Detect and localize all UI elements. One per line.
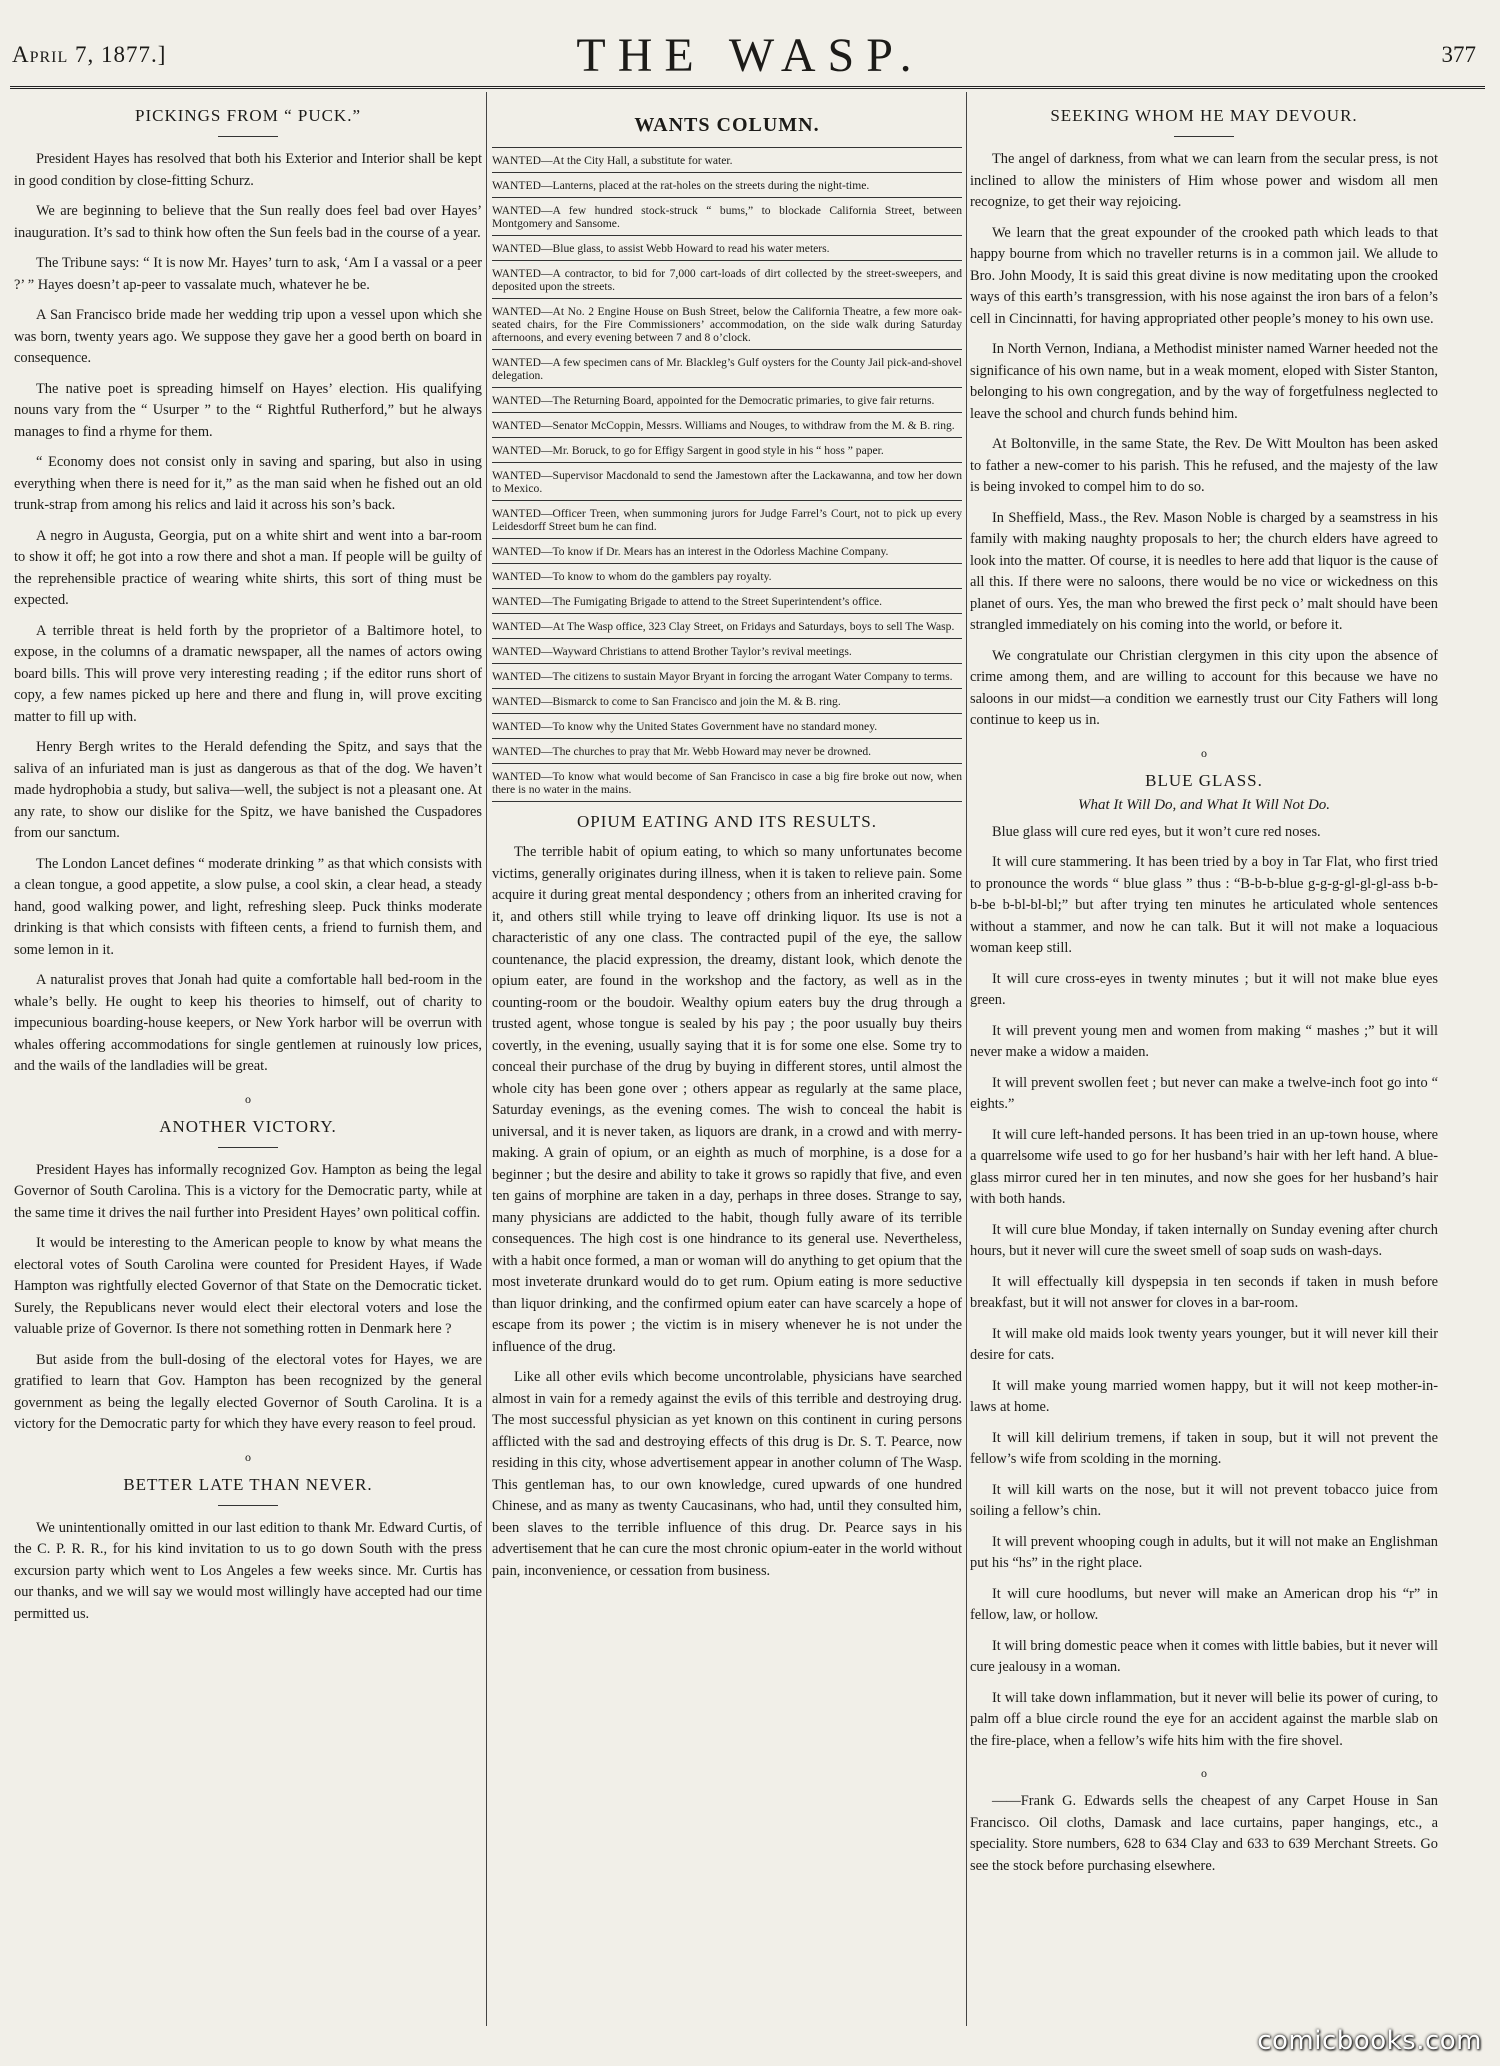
paragraph: President Hayes has resolved that both his Exterior and Interior shall be kept in good condition by close-fitting Schurz. [14, 151, 482, 189]
want-ad: WANTED—Supervisor Macdonald to send the Jamestown after the Lackawanna, and tow her down to Mexico. [492, 463, 962, 501]
heading-rule [218, 1147, 278, 1148]
column-divider [966, 92, 967, 2026]
paragraph: In Sheffield, Mass., the Rev. Mason Noble is charged by a seamstress in his family with making naughty proposals to her; the church elders have agreed to look into the matter. Of course, it is needles to here add that liquor is the cause of all this. If there were no saloons, there would be no vice or wickedness on this planet of ours. Yes, the man who brewed the first peck o’ malt should have been strangled immediately on his coming into the world, or before it. [970, 509, 1438, 633]
article-heading-puck: PICKINGS FROM “ PUCK.” [134, 106, 362, 125]
want-ad: WANTED—Wayward Christians to attend Brother Taylor’s revival meetings. [492, 639, 962, 664]
paragraph: It will prevent young men and women from making “ mashes ;” but it will never make a widow a maiden. [970, 1022, 1438, 1060]
column-divider [486, 92, 487, 2026]
want-ad: WANTED—Mr. Boruck, to go for Effigy Sargent in good style in his “ hoss ” paper. [492, 438, 962, 463]
want-ad: WANTED—Blue glass, to assist Webb Howard to read his water meters. [492, 236, 962, 261]
article-heading-blue-glass: BLUE GLASS. [1145, 770, 1263, 790]
paragraph: It will kill warts on the nose, but it will not prevent tobacco juice from soiling a fellow’s chin. [970, 1481, 1438, 1519]
paragraph: It will make young married women happy, but it will not keep mother-in-laws at home. [970, 1377, 1438, 1415]
paragraph: The angel of darkness, from what we can learn from the secular press, is not inclined to allow the ministers of Him whose power and wisdom all men recognize, to get their way rejoicing. [970, 151, 1438, 210]
paragraph: ——Frank G. Edwards sells the cheapest of any Carpet House in San Francisco. Oil cloths, Damask and lace curtains, paper hangings, etc., a speciality. Store numbers, 628 to 634 Clay and 633 to 639 Merchant Streets. Go see the stock before purchasing elsewhere. [970, 1793, 1438, 1874]
want-ad: WANTED—The Returning Board, appointed for the Democratic primaries, to give fair returns. [492, 388, 962, 413]
want-ad: WANTED—At The Wasp office, 323 Clay Street, on Fridays and Saturdays, boys to sell The Wasp. [492, 614, 962, 639]
paragraph: It will effectually kill dyspepsia in ten seconds if taken in mush before breakfast, but it will not answer for cloves in a bar-room. [970, 1273, 1438, 1311]
article-body-opium [492, 842, 962, 1582]
paragraph: We learn that the great expounder of the crooked path which leads to that happy bourne from which no traveller returns is in a common jail. We allude to Bro. John Moody, It is said this great divine is now meditating upon the crooked ways of this earth’s transgression, with his nose against the iron bars of a felon’s cell in Cincinnatti, for having appropriated other people’s money to his own use. [970, 224, 1438, 327]
paragraph: It will bring domestic peace when it comes with little babies, but it never will cure jealousy in a woman. [970, 1637, 1438, 1675]
advertisement-carpet [970, 1791, 1438, 1877]
paragraph: It will prevent whooping cough in adults, but it will not make an Englishman put his “hs” in the right place. [970, 1533, 1438, 1571]
article-heading-late: BETTER LATE THAN NEVER. [123, 1474, 373, 1494]
section-separator: o [245, 1091, 251, 1106]
article-heading-opium: OPIUM EATING AND ITS RESULTS. [577, 812, 877, 831]
heading-rule [1174, 136, 1234, 137]
section-separator: o [1201, 745, 1207, 760]
want-ad: WANTED—To know why the United States Government have no standard money. [492, 714, 962, 739]
want-ad: WANTED—To know if Dr. Mears has an interest in the Odorless Machine Company. [492, 539, 962, 564]
article-body-blue-glass [970, 822, 1438, 1753]
want-ad: WANTED—Senator McCoppin, Messrs. Williams and Nouges, to withdraw from the M. & B. ring. [492, 413, 962, 438]
heading-rule [218, 136, 278, 137]
paragraph: We congratulate our Christian clergymen in this city upon the absence of crime among them, and are willing to account for this because we have no saloons in our midst—a condition we earnestly trust our City Fathers will long continue to keep us in. [970, 647, 1438, 728]
paragraph: It will cure stammering. It has been tried by a boy in Tar Flat, who first tried to pronounce the words “ blue glass ” thus : “B-b-b-blue g-g-g-gl-gl-gl-ass b-b-b-be b-bl-bl-bl;” but after trying ten minutes he articulated whole sentences without a stammer, and now he can talk. But it will not make a loquacious woman keep still. [970, 854, 1438, 956]
article-body-seeking [970, 149, 1438, 732]
article-body-puck [14, 149, 482, 1078]
want-ad: WANTED—At No. 2 Engine House on Bush Street, below the California Theatre, a few more oak-seated chairs, for the Fire Commissioners’ accommodation, on the side walk during Saturday afternoons, and every evening between 7 and 8 o’clock. [492, 299, 962, 350]
article-body-late [14, 1518, 482, 1626]
paragraph: It will take down inflammation, but it never will belie its power of curing, to palm off a blue circle round the eye for an accident against the marble slab on the fire-place, when a fellow’s wife hits him with the fire shovel. [970, 1689, 1438, 1749]
want-ad: WANTED—To know what would become of San Francisco in case a big fire broke out now, when there is no water in the mains. [492, 764, 962, 802]
paragraph: It will cure blue Monday, if taken internally on Sunday evening after church hours, but it never will cure the sweet smell of soap suds on wash-days. [970, 1221, 1438, 1259]
section-separator: o [245, 1449, 251, 1464]
paragraph: At Boltonville, in the same State, the Rev. De Witt Moulton has been asked to father a new-comer to his parish. This he refused, and the majesty of the law is being invoked to compel him to do so. [970, 436, 1438, 495]
paragraph: We are beginning to believe that the Sun really does feel bad over Hayes’ inauguration. It’s sad to think how often the Sun feels bad in the course of a year. [14, 203, 482, 241]
masthead-rule [10, 86, 1485, 89]
paragraph: We unintentionally omitted in our last edition to thank Mr. Edward Curtis, of the C. P. R. R., for his kind invitation to us to go down South with the press excursion party which went to Los Angeles a few weeks since. Mr. Curtis has our thanks, and we will say we would most willingly have accepted had our time permitted us. [14, 1519, 482, 1622]
want-ad: WANTED—The Fumigating Brigade to attend to the Street Superintendent’s office. [492, 589, 962, 614]
watermark: comicbooks.com [1257, 2026, 1482, 2056]
paragraph: Like all other evils which become uncontrolable, physicians have searched almost in vain for a remedy against the evils of this terrible and destroying drug. The most successful physician as yet known on this continent in curing persons afflicted with the sad and destroying effects of this drug is Dr. S. T. Pearce, now residing in this city, whose advertisement appear in another column of The Wasp. This gentleman has, to our own knowledge, cured upwards of one hundred Chinese, and as many as twenty Caucasinans, who had, until they consulted him, been slaves to the terrible influence of this drug. Dr. Pearce says in his advertisement that he can cure the most chronic opium-eater in the world without pain, inconvenience, or cessation from business. [492, 1369, 962, 1579]
paragraph: “ Economy does not consist only in saving and sparing, but also in using everything when there is need for it,” as the man said when he fished out an old trunk-strap from among his relics and laid it across his son’s back. [14, 454, 482, 513]
paragraph: It will kill delirium tremens, if taken in soup, but it will not prevent the fellow’s wife from scolding in the morning. [970, 1429, 1438, 1467]
issue-date: April 7, 1877.] [12, 42, 167, 67]
heading-rule [218, 1505, 278, 1506]
article-heading-wants: WANTS COLUMN. [634, 114, 820, 136]
article-subheading-blue-glass: What It Will Do, and What It Will Not Do. [1077, 796, 1331, 813]
article-heading-seeking: SEEKING WHOM HE MAY DEVOUR. [1050, 106, 1358, 125]
paragraph: The London Lancet defines “ moderate drinking ” as that which consists with a clean tongue, a good appetite, a slow pulse, a cool skin, a clear head, a steady hand, good walking power, and light, refreshing sleep. Puck thinks moderate drinking is that which consists with fifteen cents, a friend to furnish them, and some lemon in it. [14, 855, 482, 958]
paragraph: President Hayes has informally recognized Gov. Hampton as being the legal Governor of South Carolina. This is a victory for the Democratic party, while at the same time it drives the nail further into President Hayes’ own political coffin. [14, 1161, 482, 1221]
masthead [10, 28, 1490, 80]
paragraph: A negro in Augusta, Georgia, put on a white shirt and went into a bar-room to show it off; he got into a row there and shot a man. If people will be guilty of the reprehensible practice of wearing white shirts, this sort of thing must be expected. [14, 527, 482, 608]
want-ad: WANTED—A few specimen cans of Mr. Blackleg’s Gulf oysters for the County Jail pick-and-shovel delegation. [492, 350, 962, 388]
newspaper-title: THE WASP. [576, 29, 924, 82]
page-number: 377 [1441, 42, 1476, 67]
paragraph: The native poet is spreading himself on Hayes’ election. His qualifying nouns vary from the “ Usurper ” to the “ Rightful Rutherford,” but he always manages to find a rhyme for them. [14, 380, 482, 440]
article-body-victory [14, 1160, 482, 1436]
paragraph: It will prevent swollen feet ; but never can make a twelve-inch foot go into “ eights.” [970, 1074, 1438, 1112]
section-separator: o [1201, 1766, 1207, 1780]
wants-list [492, 147, 962, 802]
paragraph: Blue glass will cure red eyes, but it won’t cure red noses. [992, 823, 1321, 840]
column-middle [492, 100, 962, 2018]
want-ad: WANTED—The citizens to sustain Mayor Bryant in forcing the arrogant Water Company to terms. [492, 664, 962, 689]
column-left [14, 100, 482, 2018]
want-ad: WANTED—Officer Treen, when summoning jurors for Judge Farrel’s Court, not to pick up every Leidesdorff Street bum he can find. [492, 501, 962, 539]
paragraph: A San Francisco bride made her wedding trip upon a vessel upon which she was born, twenty years ago. We suppose they gave her a good berth on board in consequence. [14, 307, 482, 366]
paragraph: It will cure left-handed persons. It has been tried in an up-town house, where a quarrelsome wife used to go for her husband’s hair with her left hand. A blue-glass mirror cured her in ten minutes, and now she goes for her husband’s hair with both hands. [970, 1126, 1438, 1207]
paragraph: But aside from the bull-dosing of the electoral votes for Hayes, we are gratified to learn that Gov. Hampton has been recognized by the general government as being the legally elected Governor of South Carolina. It is a victory for the Democratic party for which they have every reason to feel proud. [14, 1351, 482, 1432]
paragraph: The terrible habit of opium eating, to which so many unfortunates become victims, generally originates during illness, when it is taken to relieve pain. Some acquire it during great mental despondency ; others from an inherited craving for it, and others still while trying to leave off drinking liquor. Its use is not a characteristic of any one class. The contracted pupil of the eye, the sallow countenance, the placid expression, the dreamy, distant look, which denote the opium eater, are found in the workshop and the factory, as well as in the counting-room or the boudoir. Wealthy opium eaters buy the drug through a trusted agent, whose tongue is sealed by his pay ; the poor usually buy theirs covertly, in the evening, usually saying that it is for some one else. Some try to conceal their purchase of the drug by buying in different stores, until almost the whole city has been gone over ; others appear as regularly at the same place, Saturday evenings, as the evening comes. The wish to conceal the habit is universal, and it is never taken, as liquors are drank, in a crowd and with merry-making. A grain of opium, or an eighth as much of morphine, is a dose for a beginner ; but the desire and ability to take it grows so rapidly that five, and even ten gains of morphine are taken in a day, perhaps in three doses. Strange to say, many physicians are addicted to the habit, though fully aware of its terrible consequences. The high cost is one hindrance to its general use. Nevertheless, with a habit once formed, a man or woman will do anything to get opium that the most inveterate drunkard would do to get rum. Opium eating is more seductive than liquor drinking, and the confirmed opium eater can have scarcely a hope of escape from its power ; the victim is in misery whenever he is not under the influence of the drug. [492, 844, 962, 1355]
want-ad: WANTED—Lanterns, placed at the rat-holes on the streets during the night-time. [492, 173, 962, 198]
want-ad: WANTED—At the City Hall, a substitute for water. [492, 147, 962, 173]
want-ad: WANTED—The churches to pray that Mr. Webb Howard may never be drowned. [492, 739, 962, 764]
paragraph: A naturalist proves that Jonah had quite a comfortable hall bed-room in the whale’s belly. He ought to keep his theories to himself, out of charity to impecunious boarding-house keepers, or New York harbor will be overrun with whales offering accommodations for single gentlemen at ruinously low prices, and the wails of the landladies will be great. [14, 972, 482, 1074]
want-ad: WANTED—To know to whom do the gamblers pay royalty. [492, 564, 962, 589]
want-ad: WANTED—A few hundred stock-struck “ bums,” to blockade California Street, between Montgomery and Sansome. [492, 198, 962, 236]
paragraph: The Tribune says: “ It is now Mr. Hayes’ turn to ask, ‘Am I a vassal or a peer ?’ ” Hayes doesn’t ap-peer to vassalate much, whatever he be. [14, 255, 482, 293]
column-right [970, 100, 1438, 2018]
paragraph: It will cure cross-eyes in twenty minutes ; but it will not make blue eyes green. [970, 970, 1438, 1008]
want-ad: WANTED—A contractor, to bid for 7,000 cart-loads of dirt collected by the street-sweepers, and deposited upon the streets. [492, 261, 962, 299]
paragraph: A terrible threat is held forth by the proprietor of a Baltimore hotel, to expose, in the columns of a dramatic newspaper, all the names of actors owing board bills. This will prove very interesting reading ; if the editor runs short of copy, a few names picked up here and there and flung in, will prove exciting matter to fill up with. [14, 622, 482, 725]
paragraph: Henry Bergh writes to the Herald defending the Spitz, and says that the saliva of an infuriated man is just as dangerous as that of the dog. We haven’t made hydrophobia a study, but saliva—well, the subject is not a pleasant one. At any rate, to show our dislike for the Spitz, we have banished the Cuspadores from our sanctum. [14, 739, 482, 841]
paragraph: It will make old maids look twenty years younger, but it will never kill their desire for cats. [970, 1325, 1438, 1363]
paragraph: It would be interesting to the American people to know by what means the electoral votes of South Carolina were counted for President Hayes, if Wade Hampton was rightfully elected Governor of that State on the Democratic ticket. Surely, the Republicans never would elect their electoral voters and lose the valuable prize of Governor. Is there not something rotten in Denmark here ? [14, 1235, 482, 1337]
want-ad: WANTED—Bismarck to come to San Francisco and join the M. & B. ring. [492, 689, 962, 714]
article-heading-victory: ANOTHER VICTORY. [159, 1116, 337, 1136]
paragraph: It will cure hoodlums, but never will make an American drop his “r” in fellow, law, or hollow. [970, 1585, 1438, 1623]
paragraph: In North Vernon, Indiana, a Methodist minister named Warner heeded not the significance of his own name, but in a weak moment, eloped with Sister Stanton, belonging to his own congregation, and by the way of forgetfulness neglected to leave the school and church funds behind him. [970, 341, 1438, 422]
